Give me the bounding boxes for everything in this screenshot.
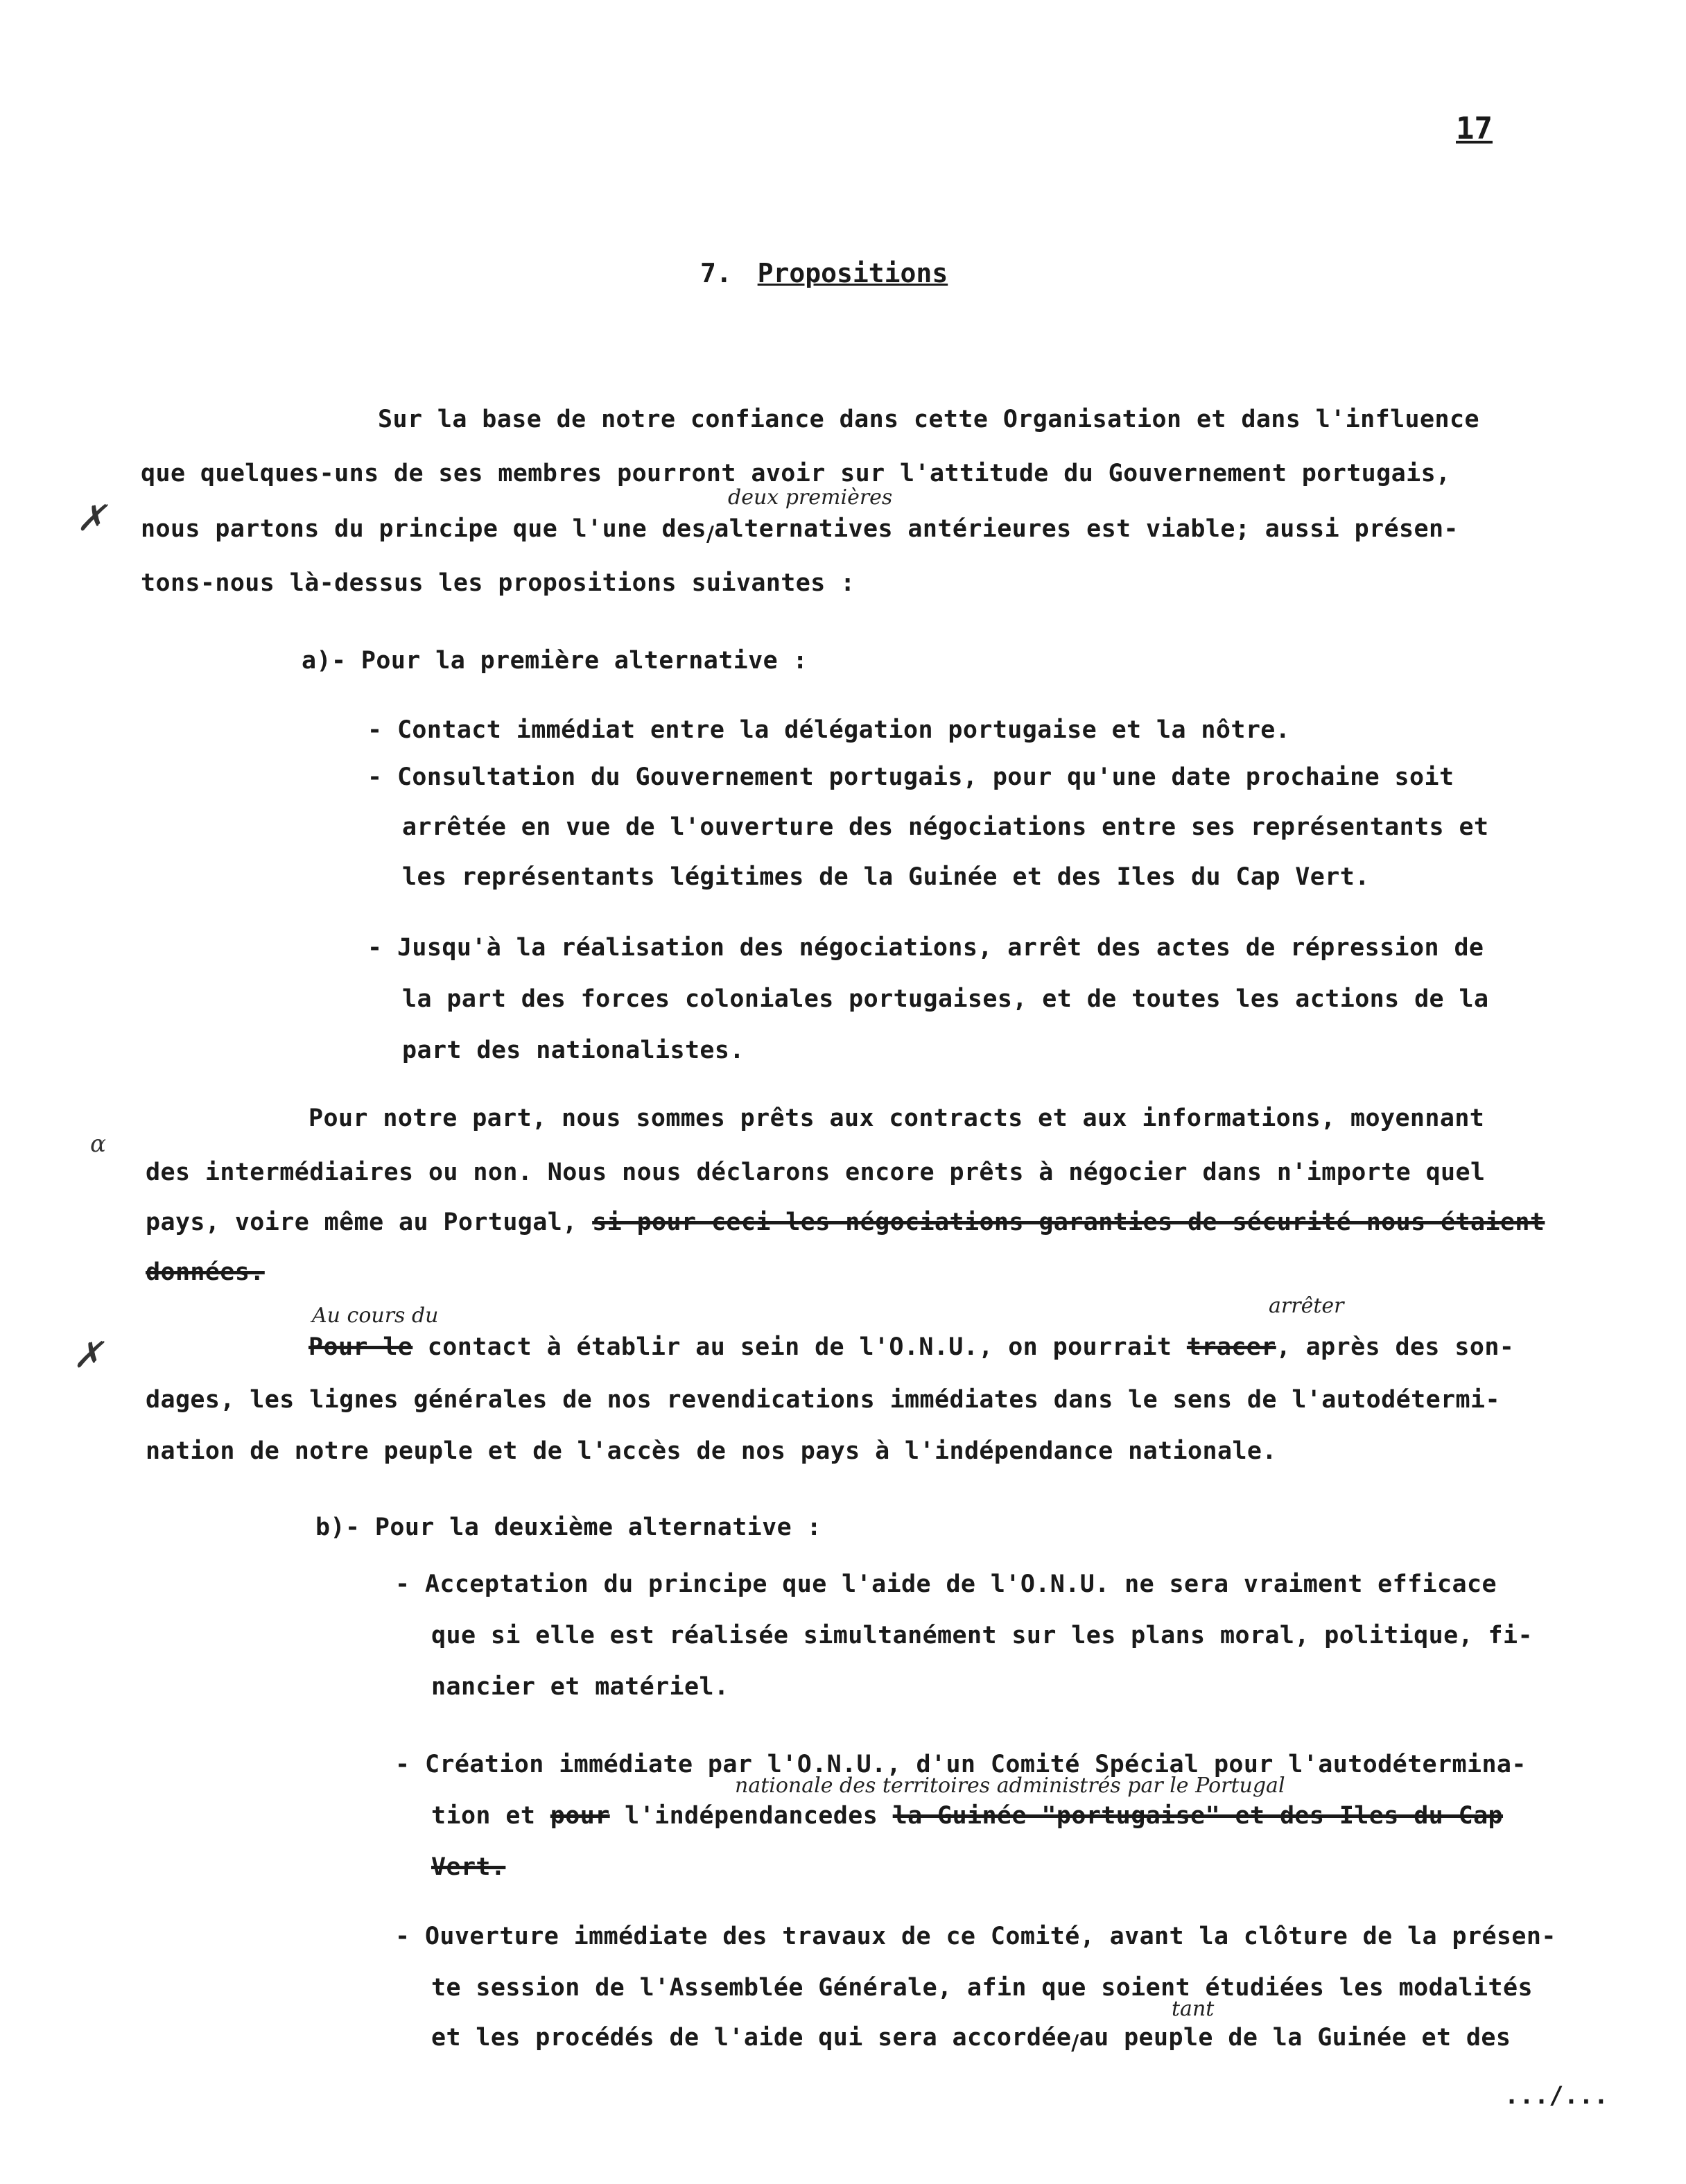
caret-mark-2: / (1071, 2031, 1079, 2055)
b2-struck-pour: pour (550, 1802, 610, 1830)
caret-mark: / (706, 522, 715, 546)
heading-title: Propositions (757, 258, 948, 288)
section-a-item-2-line-2: arrêtée en vue de l'ouverture des négociations entre ses représentants et (402, 813, 1489, 841)
contact-line-1 (308, 1331, 1514, 1363)
section-heading (700, 258, 948, 288)
part-line-4-struck: données. (146, 1258, 265, 1286)
part-line-1: Pour notre part, nous sommes prêts aux contracts et aux informations, moyennant (308, 1104, 1485, 1132)
margin-cross-mark-2: ✗ (73, 1335, 103, 1376)
intro-line-3a: nous partons du principe que l'une des (141, 515, 706, 543)
section-a-item-1: - Contact immédiat entre la délégation portugaise et la nôtre. (367, 716, 1291, 744)
part-line-2: des intermédiaires ou non. Nous nous déclarons encore prêts à négocier dans n'importe quel (146, 1159, 1486, 1186)
continuation-mark: .../... (1504, 2082, 1609, 2110)
part-line-3 (146, 1206, 1545, 1238)
margin-cross-mark: ✗ (76, 498, 107, 539)
contact-struck-tracer: tracer (1186, 1333, 1276, 1361)
handwritten-tant: tant (1172, 1997, 1215, 2021)
intro-line-1: Sur la base de notre confiance dans cette Organisation et dans l'influence (378, 406, 1479, 433)
part-line-3b-struck: si pour ceci les négociations garanties de sécurité nous étaient (592, 1208, 1545, 1236)
handwritten-arreter: arrêter (1269, 1294, 1344, 1318)
section-b-label: b)- Pour la deuxième alternative : (315, 1514, 822, 1541)
contact-line-2: dages, les lignes générales de nos revendications immédiates dans le sens de l'autodétermi- (146, 1386, 1500, 1414)
section-b-item-3-line-3 (431, 2022, 1511, 2055)
b2-line-2a: tion et (431, 1802, 536, 1830)
b2-line-2c: des (833, 1802, 878, 1830)
handwritten-insert-deux-premieres: deux premières (728, 485, 893, 510)
contact-struck-pour-le: Pour le (308, 1333, 413, 1361)
section-b-item-1-line-1: - Acceptation du principe que l'aide de l'O.N.U. ne sera vraiment efficace (395, 1570, 1497, 1598)
section-a-item-2-line-1: - Consultation du Gouvernement portugais, pour qu'une date prochaine soit (367, 763, 1454, 791)
section-b-item-2-line-1: - Création immédiate par l'O.N.U., d'un Comité Spécial pour l'autodétermina- (395, 1751, 1527, 1778)
section-b-item-1-line-3: nancier et matériel. (431, 1673, 729, 1701)
page-number: 17 (1456, 111, 1493, 146)
handwritten-territoires-insert: nationale des territoires administrés par le Portugal (735, 1774, 1285, 1798)
intro-line-3b: alternatives antérieures est viable; aussi présen- (714, 515, 1459, 543)
margin-tick-mark: α (90, 1130, 106, 1158)
intro-line-4: tons-nous là-dessus les propositions suivantes : (141, 569, 855, 597)
contact-line-3: nation de notre peuple et de l'accès de nos pays à l'indépendance nationale. (146, 1437, 1277, 1465)
heading-number: 7. (700, 258, 732, 288)
b2-line-2b: l'indépendance (625, 1802, 833, 1830)
section-a-item-3-line-2: la part des forces coloniales portugaises, et de toutes les actions de la (402, 985, 1489, 1013)
contact-line-1a: contact à établir au sein de l'O.N.U., on pourrait (427, 1333, 1172, 1361)
section-b-item-3-line-1: - Ouverture immédiate des travaux de ce Comité, avant la clôture de la présen- (395, 1923, 1556, 1950)
intro-line-3 (141, 513, 1459, 546)
section-b-item-2-line-3-struck: Vert. (431, 1853, 506, 1881)
section-a-item-2-line-3: les représentants légitimes de la Guinée et des Iles du Cap Vert. (402, 863, 1370, 891)
part-line-3a: pays, voire même au Portugal, (146, 1208, 577, 1236)
b3-line-3b: au peuple de la Guinée et des (1079, 2024, 1511, 2052)
section-a-item-3-line-1: - Jusqu'à la réalisation des négociations, arrêt des actes de répression de (367, 934, 1484, 962)
section-a-label: a)- Pour la première alternative : (302, 647, 808, 675)
section-a-item-3-line-3: part des nationalistes. (402, 1037, 745, 1064)
section-b-item-3-line-2: te session de l'Assemblée Générale, afin que soient étudiées les modalités (431, 1974, 1533, 2002)
b3-line-3a: et les procédés de l'aide qui sera accordée (431, 2024, 1072, 2052)
handwritten-au-cours-du: Au cours du (312, 1303, 439, 1328)
contact-line-1b: , après des son- (1276, 1333, 1515, 1361)
b2-struck-guinee: la Guinée "portugaise" et des Iles du Cap (892, 1802, 1504, 1830)
section-b-item-2-line-2 (431, 1800, 1503, 1832)
intro-line-2: que quelques-uns de ses membres pourront avoir sur l'attitude du Gouvernement portugais, (141, 460, 1451, 487)
section-b-item-1-line-2: que si elle est réalisée simultanément sur les plans moral, politique, fi- (431, 1622, 1533, 1649)
